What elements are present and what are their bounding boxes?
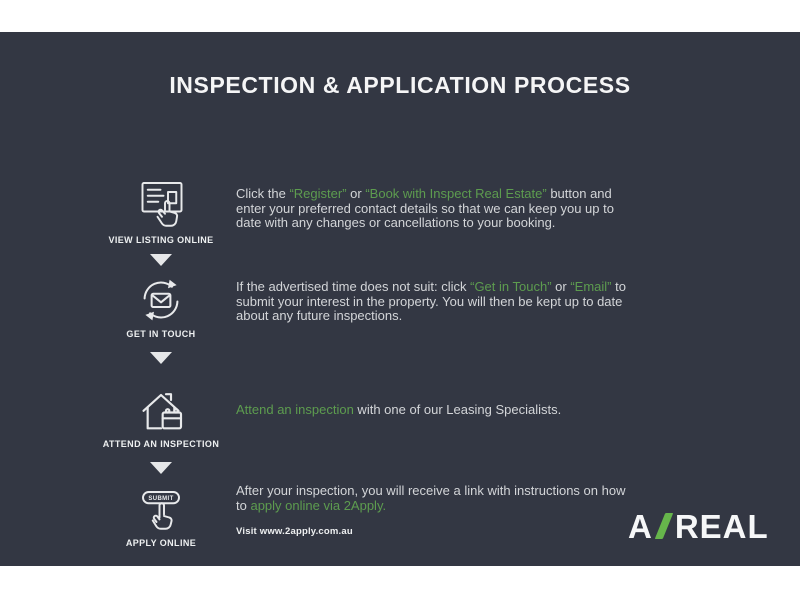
logo-text-real: REAL: [674, 508, 769, 545]
logo-slash-icon: [655, 513, 674, 539]
attend-inspection-icon: [134, 385, 188, 435]
step-label-attend-inspection: ATTEND AN INSPECTION: [102, 439, 220, 449]
step-text-apply-online: After your inspection, you will receive a link with instructions on how to apply online via 2Apply.: [236, 483, 626, 513]
step-label-get-in-touch: GET IN TOUCH: [126, 329, 196, 339]
step-text-view-listing-online: Click the “Register” or “Book with Inspect Real Estate” button and enter your preferred contact details so that we can keep you up to date with any changes or cancellations to your booking.: [236, 186, 614, 231]
visit-url-note: Visit www.2apply.com.au: [236, 526, 353, 537]
step-label-apply-online: APPLY ONLINE: [125, 538, 197, 548]
areal-logo: [628, 508, 769, 546]
view-listing-online-icon: [138, 177, 186, 231]
svg-text:SUBMIT: SUBMIT: [148, 495, 174, 502]
step-text-attend-inspection: Attend an inspection with one of our Leasing Specialists.: [236, 402, 562, 417]
get-in-touch-icon: [136, 275, 186, 325]
logo-text-a: A: [628, 508, 653, 545]
down-arrow-icon: [150, 462, 172, 474]
page-title: INSPECTION & APPLICATION PROCESS: [169, 72, 631, 98]
down-arrow-icon: [150, 352, 172, 364]
step-text-get-in-touch: If the advertised time does not suit: click “Get in Touch” or “Email” to submit your interest in the property. You will then be kept up to date about any future inspections.: [236, 279, 626, 324]
apply-online-icon: [137, 489, 185, 531]
dark-panel: [0, 32, 800, 566]
step-label-view-listing-online: VIEW LISTING ONLINE: [108, 235, 214, 245]
down-arrow-icon: [150, 254, 172, 266]
